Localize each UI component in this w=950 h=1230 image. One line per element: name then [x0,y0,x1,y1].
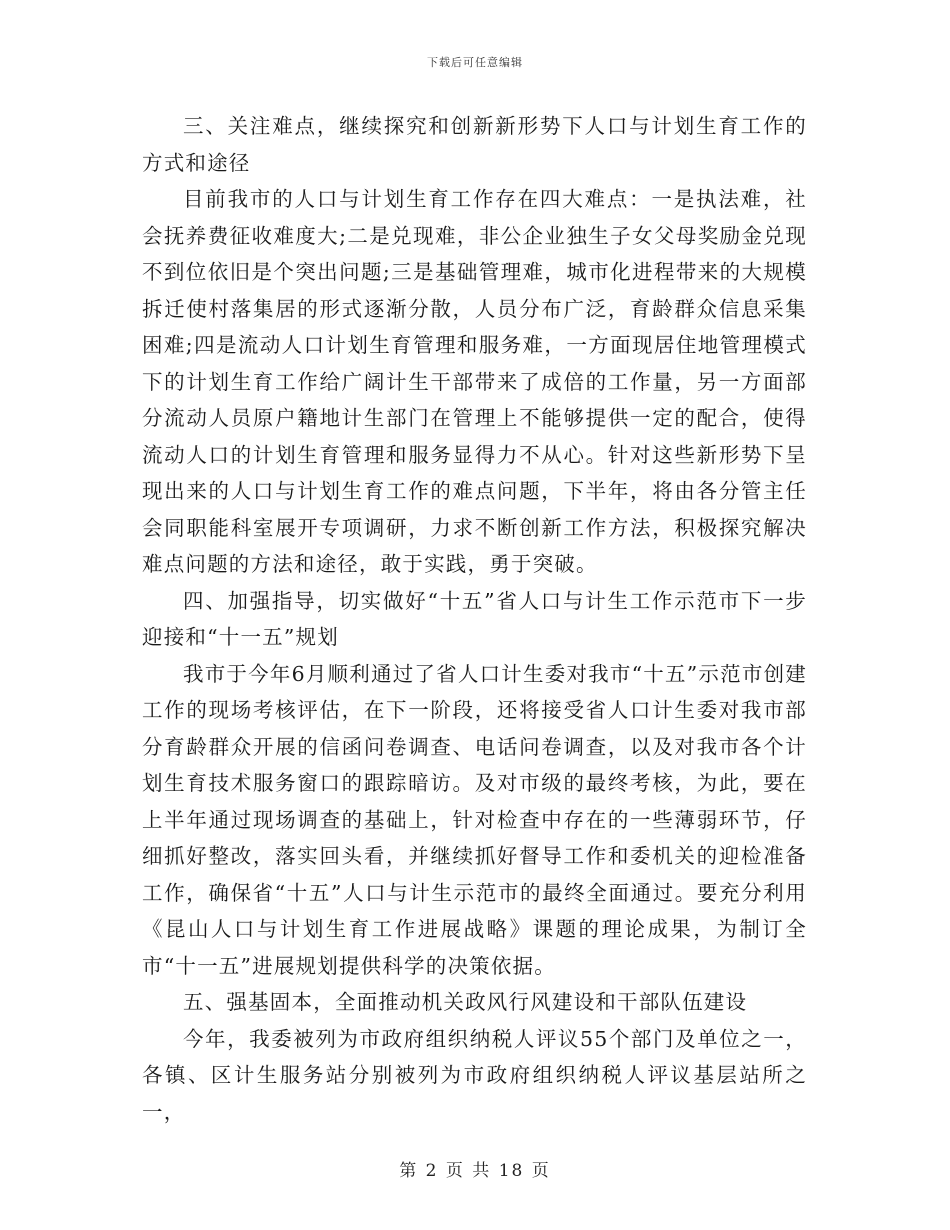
section-heading-4: 四、加强指导，切实做好“十五”省人口与计生工作示范市下一步迎接和“十一五”规划 [142,588,807,649]
header-note: 下载后可任意编辑 [427,56,523,69]
body-paragraph: 今年，我委被列为市政府组织纳税人评议55个部门及单位之一，各镇、区计生服务站分别被列为市政府组织纳税人评议基层站所之一， [142,1026,807,1124]
document-body [142,108,807,1130]
section-heading-3: 三、关注难点，继续探究和创新新形势下人口与计划生育工作的方式和途径 [142,114,807,175]
page-number-footer: 第 2 页 共 18 页 [399,1161,551,1181]
section-heading-5: 五、强基固本，全面推动机关政风行风建设和干部队伍建设 [183,990,748,1014]
body-paragraph: 我市于今年6月顺利通过了省人口计生委对我市“十五”示范市创建工作的现场考核评估，在下一阶段，还将接受省人口计生委对我市部分育龄群众开展的信函问卷调查、电话问卷调查，以及对我市各个计划生育技术服务窗口的跟踪暗访。及对市级的最终考核，为此，要在上半年通过现场调查的基础上，针对检查中存在的一些薄弱环节，仔细抓好整改，落实回头看，并继续抓好督导工作和委机关的迎检准备工作，确保省“十五”人口与计生示范市的最终全面通过。要充分利用《昆山人口与计划生育工作进展战略》课题的理论成果，为制订全市“十一五”进展规划提供科学的决策依据。 [142,661,807,978]
body-paragraph: 目前我市的人口与计划生育工作存在四大难点：一是执法难，社会抚养费征收难度大;二是兑现难，非公企业独生子女父母奖励金兑现不到位依旧是个突出问题;三是基础管理难，城市化进程带来的大规模拆迁使村落集居的形式逐渐分散，人员分布广泛，育龄群众信息采集困难;四是流动人口计划生育管理和服务难，一方面现居住地管理模式下的计划生育工作给广阔计生干部带来了成倍的工作量，另一方面部分流动人员原户籍地计生部门在管理上不能够提供一定的配合，使得流动人口的计划生育管理和服务显得力不从心。针对这些新形势下呈现出来的人口与计划生育工作的难点问题，下半年，将由各分管主任会同职能科室展开专项调研，力求不断创新工作方法，积极探究解决难点问题的方法和途径，敢于实践，勇于突破。 [142,187,807,576]
